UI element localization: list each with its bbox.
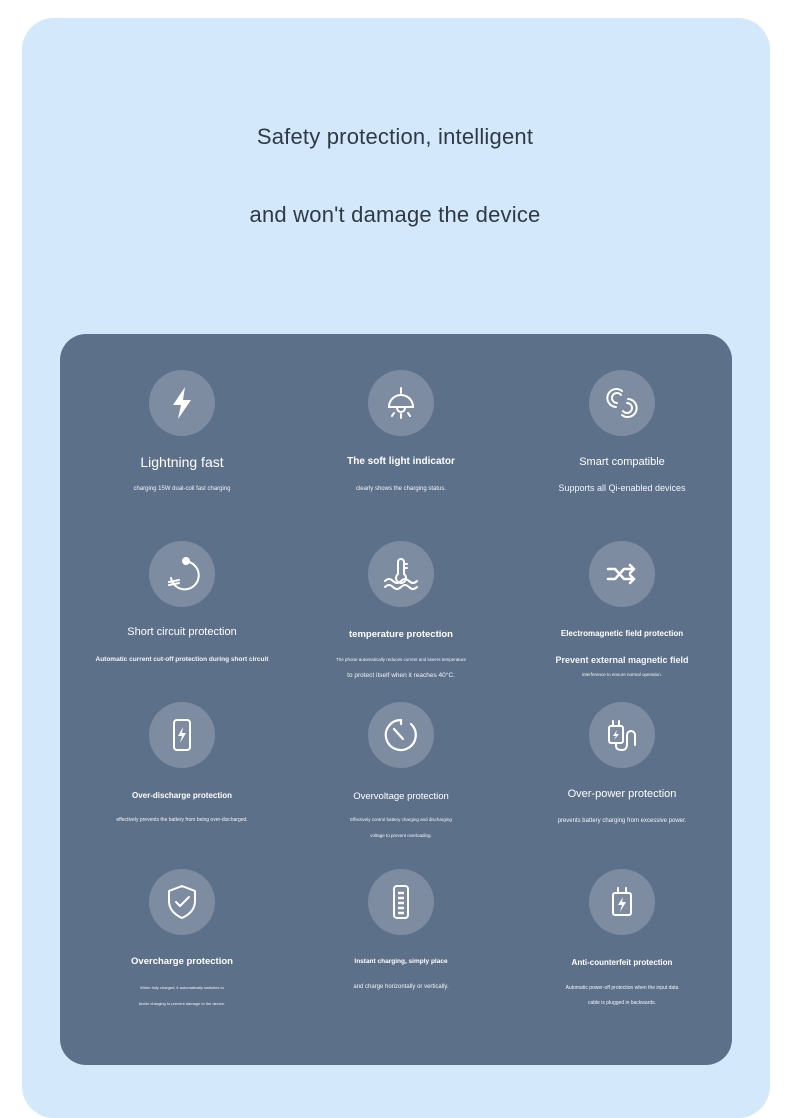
feature-title: Over-power protection bbox=[567, 788, 677, 800]
headline-line-1: Safety protection, intelligent bbox=[256, 124, 534, 149]
feature-title: Short circuit protection bbox=[127, 626, 237, 638]
feature-title: Instant charging, simply place bbox=[354, 958, 448, 965]
power-cycle-icon bbox=[149, 541, 215, 607]
feature-title: The soft light indicator bbox=[347, 456, 455, 467]
shuffle-icon bbox=[589, 541, 655, 607]
feature-desc: and charge horizontally or vertically. bbox=[353, 984, 449, 990]
phone-charging-icon bbox=[149, 702, 215, 768]
link-icon bbox=[589, 370, 655, 436]
feature-title: Lightning fast bbox=[140, 454, 224, 470]
feature-title: Over-discharge protection bbox=[131, 791, 233, 800]
feature-desc: Automatic power-off protection when the input data bbox=[565, 985, 679, 991]
lamp-icon bbox=[368, 370, 434, 436]
feature-desc: prevents battery charging from excessive power. bbox=[557, 818, 687, 824]
lightning-icon bbox=[149, 370, 215, 436]
features-panel bbox=[60, 334, 732, 1065]
feature-desc: Automatic current cut-off protection during short circuit bbox=[95, 656, 269, 663]
thermometer-icon bbox=[368, 541, 434, 607]
feature-desc: interference to ensure normal operation. bbox=[581, 672, 663, 677]
features-grid bbox=[60, 334, 732, 1065]
feature-desc: Effectively control battery charging and discharging bbox=[350, 817, 452, 822]
feature-title: Overcharge protection bbox=[131, 956, 233, 967]
plug-icon bbox=[589, 702, 655, 768]
feature-title: Anti-counterfeit protection bbox=[571, 958, 673, 967]
feature-desc: clearly shows the charging status. bbox=[355, 486, 447, 492]
feature-title: Smart compatible bbox=[579, 456, 665, 468]
timer-icon bbox=[368, 702, 434, 768]
feature-desc: trickle charging to prevent damage to the device. bbox=[138, 1001, 226, 1006]
feature-title: temperature protection bbox=[349, 629, 453, 640]
feature-desc: charging 15W dual-coil fast charging bbox=[133, 486, 231, 492]
feature-desc: Prevent external magnetic field bbox=[555, 655, 689, 665]
feature-title: Overvoltage protection bbox=[353, 791, 449, 802]
feature-desc: voltage to prevent overloading. bbox=[370, 833, 432, 838]
feature-title: Electromagnetic field protection bbox=[560, 629, 684, 638]
feature-desc: Supports all Qi-enabled devices bbox=[558, 483, 686, 493]
adapter-icon bbox=[589, 869, 655, 935]
headline-line-2: and won't damage the device bbox=[249, 202, 541, 227]
shield-check-icon bbox=[149, 869, 215, 935]
feature-desc: to protect itself when it reaches 40°C. bbox=[347, 672, 455, 679]
battery-icon bbox=[368, 869, 434, 935]
feature-desc: The phone automatically reduces current and lowers temperature bbox=[335, 657, 467, 662]
feature-desc: effectively prevents the battery from being over-discharged. bbox=[116, 817, 248, 823]
feature-desc: When fully charged, it automatically switches to bbox=[140, 985, 224, 990]
feature-desc: cable is plugged in backwards. bbox=[587, 1000, 657, 1006]
